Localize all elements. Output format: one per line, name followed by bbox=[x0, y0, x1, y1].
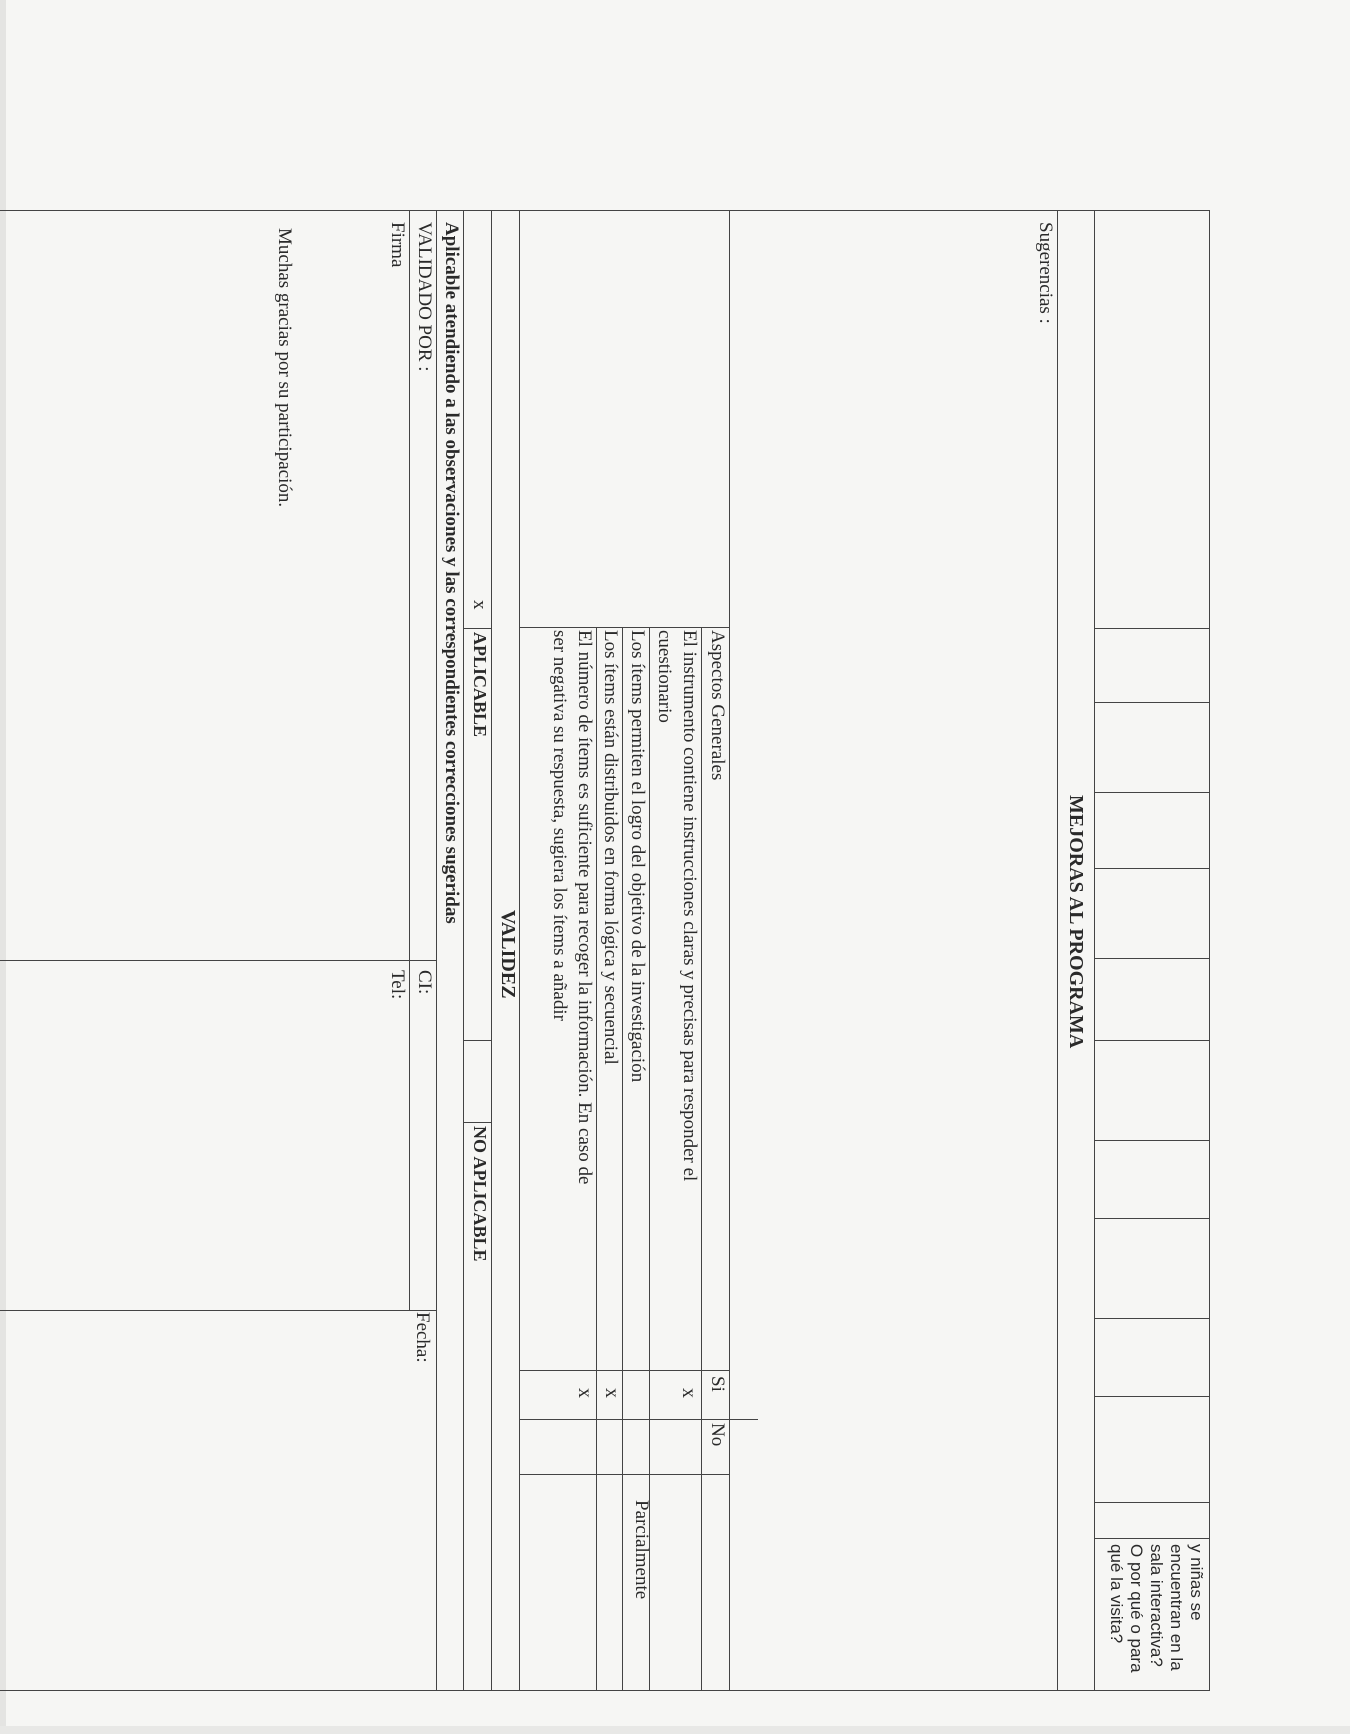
table-right-border bbox=[0, 1690, 1210, 1691]
prev-question-line: qué la visita? bbox=[1107, 1544, 1126, 1644]
ci-label: CI: bbox=[414, 970, 435, 995]
aspecto-row-line: ser negativa su respuesta, sugiera los ítems a añadir bbox=[549, 630, 570, 1021]
mejoras-bottom-border bbox=[1057, 210, 1058, 1690]
aspectos-top-border bbox=[729, 210, 730, 1690]
prev-cell-divider bbox=[1095, 1318, 1210, 1319]
prev-cell-divider bbox=[1095, 628, 1210, 629]
validez-row-divider bbox=[436, 210, 437, 1690]
validado-row-divider bbox=[409, 210, 410, 1310]
aplicable-mark: x bbox=[469, 600, 490, 610]
prev-cell-divider bbox=[1095, 702, 1210, 703]
aplicable-atendiendo: Aplicable atendiendo a las observaciones y las correspondientes correcciones sugeridas bbox=[441, 222, 462, 924]
validez-mid-divider bbox=[464, 1122, 492, 1123]
prev-question-line: sala interactiva? bbox=[1147, 1544, 1166, 1667]
aspecto-row-line: El instrumento contiene instrucciones claras y precisas para responder el bbox=[679, 630, 700, 1182]
validez-title: VALIDEZ bbox=[497, 910, 519, 999]
prev-cell-divider bbox=[1095, 1396, 1210, 1397]
prev-cell-divider bbox=[1095, 1040, 1210, 1041]
validez-divider bbox=[491, 210, 492, 1690]
aplicable-label: APLICABLE bbox=[470, 632, 490, 738]
aspectos-label-col-border bbox=[520, 627, 730, 628]
thanks-note: Muchas gracias por su participación. bbox=[274, 228, 295, 508]
prev-question-line: y niñas se bbox=[1187, 1544, 1206, 1621]
prev-cell-divider bbox=[1095, 868, 1210, 869]
prev-cell-divider bbox=[1095, 1502, 1210, 1503]
prev-cell-divider bbox=[1095, 792, 1210, 793]
validado-col-divider bbox=[0, 1310, 437, 1311]
prev-question-line: encuentran en la bbox=[1167, 1544, 1186, 1671]
fecha-label: Fecha: bbox=[412, 1312, 433, 1363]
aspecto-row-text bbox=[652, 630, 702, 1181]
aspecto-row-text: Los ítems permiten el logro del objetivo de la investigación bbox=[627, 630, 648, 1083]
rotated-form-page bbox=[250, 210, 1210, 1710]
si-col-border bbox=[520, 1370, 730, 1371]
table-left-border bbox=[0, 210, 1210, 211]
prev-cell-divider bbox=[1095, 1218, 1210, 1219]
prev-row-bottom-border bbox=[1094, 210, 1095, 1690]
prev-question-divider bbox=[1095, 1538, 1210, 1539]
col-parcialmente-label: Parcialmente bbox=[631, 1500, 652, 1600]
prev-cell-divider bbox=[1095, 958, 1210, 959]
aspecto-row-text: Los ítems están distribuidos en forma lógica y secuencial bbox=[600, 630, 621, 1065]
no-aplicable-label: NO APLICABLE bbox=[470, 1126, 490, 1262]
aspecto-row-text bbox=[547, 630, 597, 1184]
validez-mid-divider bbox=[464, 1040, 492, 1041]
parcial-col-border bbox=[520, 1474, 730, 1475]
no-col-border bbox=[520, 1419, 758, 1420]
aspecto-row-line: El número de ítems es suficiente para recoger la información. En caso de bbox=[574, 630, 595, 1185]
validado-col-divider bbox=[0, 960, 437, 961]
sugerencias-label: Sugerencias : bbox=[1035, 222, 1056, 324]
aspecto-row-mark: x bbox=[574, 1388, 596, 1398]
aspectos-header-label: Aspectos Generales bbox=[707, 630, 728, 781]
prev-question-line: O por qué o para bbox=[1127, 1544, 1146, 1673]
validado-por-label: VALIDADO POR : bbox=[414, 222, 435, 372]
mejoras-title: MEJORAS AL PROGRAMA bbox=[1065, 795, 1087, 1049]
aplicable-mark-divider bbox=[464, 628, 492, 629]
scan-left-edge bbox=[0, 0, 6, 1734]
aspecto-row-mark: x bbox=[601, 1388, 623, 1398]
aspecto-row-mark: x bbox=[678, 1388, 700, 1398]
col-si-label: Si bbox=[707, 1376, 728, 1392]
aspecto-row-line: cuestionario bbox=[654, 630, 675, 723]
table-top-border bbox=[1209, 210, 1210, 1690]
prev-question-text bbox=[1106, 1544, 1206, 1690]
firma-label: Firma bbox=[387, 222, 408, 268]
scan-bottom-edge bbox=[0, 1726, 1350, 1734]
col-no-label: No bbox=[707, 1423, 728, 1447]
prev-cell-divider bbox=[1095, 1140, 1210, 1141]
tel-label: Tel: bbox=[387, 970, 408, 1000]
